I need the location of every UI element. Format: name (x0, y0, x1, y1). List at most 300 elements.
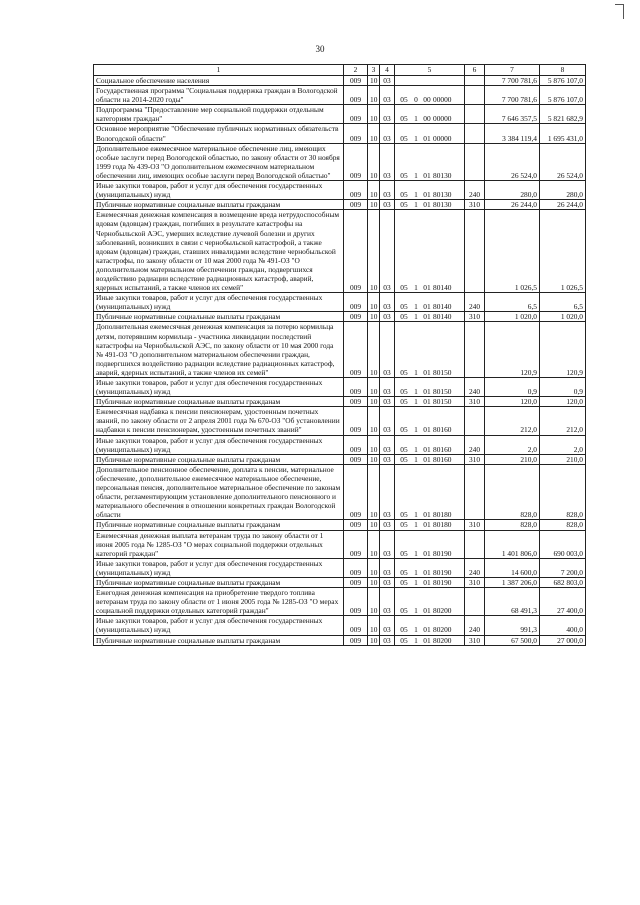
code-part: 80150 (433, 367, 452, 377)
code-part: 01 (423, 387, 431, 397)
code-part: 80190 (433, 577, 452, 587)
code-part: 1 (414, 397, 418, 407)
code-part: 00000 (433, 114, 452, 124)
cell-amount-2019: 682 803,0 (540, 577, 586, 587)
code-part: 1 (414, 520, 418, 530)
code-part: 1 (414, 133, 418, 143)
code-part: 05 (400, 114, 408, 124)
row-name: Ежемесячная надбавка к пенсии пенсионерам, удостоенным почетных званий, по закону области от 2 апреля 2001 года № 670-ОЗ "Об установлении надбавки к пенсии пенсионерам, удостоенным почетных званий" (94, 407, 344, 435)
cell-amount-2019: 828,0 (540, 520, 586, 530)
code-part: 01 (423, 200, 431, 210)
page-number: 30 (315, 44, 325, 54)
code-part: 05 (400, 367, 408, 377)
cell-ministry: 009 (344, 588, 368, 616)
cell-amount-2019: 5 876 107,0 (540, 86, 586, 105)
cell-subsection: 03 (380, 577, 395, 587)
cell-amount-2018: 1 026,5 (485, 210, 540, 293)
cell-expense-type: 240 (465, 378, 485, 397)
row-name: Публичные нормативные социальные выплаты гражданам (94, 520, 344, 530)
cell-section: 10 (368, 464, 380, 520)
table-row (94, 86, 586, 105)
code-part: 1 (414, 454, 418, 464)
cell-amount-2018: 2,0 (485, 435, 540, 454)
cell-amount-2018: 68 491,3 (485, 588, 540, 616)
cell-expense-type: 240 (465, 293, 485, 312)
cell-amount-2018: 280,0 (485, 181, 540, 200)
code-part: 00 (423, 95, 431, 105)
row-name: Дополнительное ежемесячное материальное обеспечение лиц, имеющих особые заслуги перед Вологодской областью, по закону области от 30 ноября 1999 года № 439-ОЗ "О дополнительном ежемесячном материальном обеспечении лиц, имеющих особые заслуги перед Вологодской областью" (94, 143, 344, 180)
cell-amount-2019: 7 200,0 (540, 558, 586, 577)
cell-section: 10 (368, 435, 380, 454)
cell-amount-2018: 26 524,0 (485, 143, 540, 180)
code-part: 80200 (433, 635, 452, 645)
code-part: 1 (414, 114, 418, 124)
row-name: Публичные нормативные социальные выплаты гражданам (94, 454, 344, 464)
cell-ministry: 009 (344, 312, 368, 322)
code-part: 80160 (433, 454, 452, 464)
cell-ministry: 009 (344, 407, 368, 435)
cell-subsection: 03 (380, 322, 395, 378)
row-name: Иные закупки товаров, работ и услуг для обеспечения государственных (муниципальных) нужд (94, 616, 344, 635)
code-part: 05 (400, 567, 408, 577)
cell-target-article (395, 181, 465, 200)
cell-ministry: 009 (344, 558, 368, 577)
table-row (94, 616, 586, 635)
code-part: 1 (414, 200, 418, 210)
table-row (94, 635, 586, 645)
table-row (94, 322, 586, 378)
cell-expense-type: 310 (465, 635, 485, 645)
code-part: 80130 (433, 190, 452, 200)
cell-section: 10 (368, 520, 380, 530)
table-row (94, 397, 586, 407)
cell-expense-type (465, 76, 485, 86)
cell-ministry: 009 (344, 464, 368, 520)
cell-subsection: 03 (380, 200, 395, 210)
code-part: 80150 (433, 397, 452, 407)
code-part: 05 (400, 397, 408, 407)
cell-ministry: 009 (344, 143, 368, 180)
code-part: 01 (423, 190, 431, 200)
row-name: Дополнительная ежемесячная денежная компенсация за потерю кормильца детям, потерявшим кормильца - участника ликвидации последствий катастрофы на Чернобыльской АЭС, по закону области от 10 мая 2000 года № 491-ОЗ "О дополнительном материальном обеспечении граждан, подвергшихся воздействию радиации вследствие радиационных катастроф, аварий, ядерных испытаний, а также членов их семей" (94, 322, 344, 378)
code-part: 01 (423, 444, 431, 454)
code-part: 05 (400, 95, 408, 105)
cell-subsection: 03 (380, 293, 395, 312)
cell-expense-type (465, 407, 485, 435)
column-header: 3 (368, 65, 380, 76)
code-part: 01 (423, 133, 431, 143)
cell-subsection: 03 (380, 454, 395, 464)
cell-expense-type (465, 86, 485, 105)
code-part: 05 (400, 190, 408, 200)
code-part: 1 (414, 312, 418, 322)
cell-target-article (395, 530, 465, 558)
cell-amount-2018: 212,0 (485, 407, 540, 435)
cell-amount-2019: 5 876 107,0 (540, 76, 586, 86)
column-header: 8 (540, 65, 586, 76)
column-header: 2 (344, 65, 368, 76)
cell-section: 10 (368, 210, 380, 293)
table-row (94, 530, 586, 558)
cell-section: 10 (368, 76, 380, 86)
cell-amount-2019: 210,0 (540, 454, 586, 464)
cell-ministry: 009 (344, 293, 368, 312)
cell-subsection: 03 (380, 616, 395, 635)
table-row (94, 76, 586, 86)
row-name: Подпрограмма "Предоставление мер социальной поддержки отдельным категориям граждан" (94, 105, 344, 124)
code-part: 1 (414, 606, 418, 616)
cell-target-article (395, 407, 465, 435)
code-part: 01 (423, 635, 431, 645)
code-part: 80200 (433, 625, 452, 635)
code-part: 1 (414, 367, 418, 377)
cell-section: 10 (368, 124, 380, 143)
code-part: 01 (423, 425, 431, 435)
cell-subsection: 03 (380, 397, 395, 407)
code-part: 05 (400, 302, 408, 312)
code-part: 1 (414, 510, 418, 520)
cell-expense-type (465, 105, 485, 124)
cell-subsection: 03 (380, 312, 395, 322)
cell-ministry: 009 (344, 124, 368, 143)
cell-subsection: 03 (380, 558, 395, 577)
cell-target-article (395, 105, 465, 124)
code-part: 05 (400, 625, 408, 635)
binding-mark (615, 4, 624, 19)
cell-section: 10 (368, 577, 380, 587)
cell-section: 10 (368, 407, 380, 435)
cell-ministry: 009 (344, 76, 368, 86)
cell-amount-2018: 1 020,0 (485, 312, 540, 322)
code-part: 1 (414, 567, 418, 577)
cell-amount-2018: 6,5 (485, 293, 540, 312)
cell-expense-type (465, 322, 485, 378)
table-row (94, 200, 586, 210)
cell-target-article (395, 293, 465, 312)
code-part: 80180 (433, 510, 452, 520)
column-header: 4 (380, 65, 395, 76)
cell-section: 10 (368, 530, 380, 558)
cell-amount-2019: 828,0 (540, 464, 586, 520)
cell-target-article (395, 86, 465, 105)
cell-target-article (395, 635, 465, 645)
code-part: 05 (400, 606, 408, 616)
cell-expense-type (465, 530, 485, 558)
code-part: 01 (423, 397, 431, 407)
cell-amount-2018: 828,0 (485, 520, 540, 530)
row-name: Ежемесячная денежная компенсация в возмещение вреда нетрудоспособным вдовам (вдовцам) граждан, погибших в результате катастрофы на Чернобыльской АЭС, умерших вследствие лучевой болезни и других заболеваний, возникших в связи с чернобыльской катастрофой, а также вдовам (вдовцам) граждан, ставших инвалидами вследствие чернобыльской катастрофы, по закону области от 10 мая 2000 года № 491-ОЗ "О дополнительном материальном обеспечении граждан, подвергшихся воздействию радиации вследствие радиационных катастроф, аварий, ядерных испытаний, а также членов их семей" (94, 210, 344, 293)
code-part: 1 (414, 577, 418, 587)
cell-amount-2018: 7 700 781,6 (485, 86, 540, 105)
cell-expense-type (465, 464, 485, 520)
table-row (94, 105, 586, 124)
code-part: 05 (400, 312, 408, 322)
code-part: 1 (414, 635, 418, 645)
cell-expense-type (465, 124, 485, 143)
row-name: Государственная программа "Социальная поддержка граждан в Вологодской области на 2014-2020 годы" (94, 86, 344, 105)
column-header: 5 (395, 65, 465, 76)
code-part: 05 (400, 510, 408, 520)
cell-ministry: 009 (344, 105, 368, 124)
cell-section: 10 (368, 312, 380, 322)
cell-subsection: 03 (380, 530, 395, 558)
cell-ministry: 009 (344, 200, 368, 210)
code-part: 05 (400, 548, 408, 558)
cell-section: 10 (368, 86, 380, 105)
code-part: 01 (423, 170, 431, 180)
cell-amount-2018: 120,0 (485, 397, 540, 407)
code-part: 80130 (433, 200, 452, 210)
code-part: 1 (414, 444, 418, 454)
cell-expense-type: 310 (465, 312, 485, 322)
table-row (94, 407, 586, 435)
code-part: 80190 (433, 567, 452, 577)
cell-amount-2019: 120,9 (540, 322, 586, 378)
code-part: 00 (423, 114, 431, 124)
code-part: 01 (423, 567, 431, 577)
cell-expense-type: 240 (465, 616, 485, 635)
cell-subsection: 03 (380, 105, 395, 124)
cell-expense-type: 310 (465, 520, 485, 530)
table-row (94, 293, 586, 312)
cell-amount-2018: 26 244,0 (485, 200, 540, 210)
cell-target-article (395, 124, 465, 143)
cell-subsection: 03 (380, 86, 395, 105)
cell-expense-type (465, 210, 485, 293)
code-part: 05 (400, 577, 408, 587)
cell-ministry: 009 (344, 435, 368, 454)
code-part: 01 (423, 625, 431, 635)
row-name: Социальное обеспечение населения (94, 76, 344, 86)
cell-section: 10 (368, 105, 380, 124)
cell-section: 10 (368, 588, 380, 616)
cell-amount-2019: 1 020,0 (540, 312, 586, 322)
code-part: 01 (423, 283, 431, 293)
cell-ministry: 009 (344, 210, 368, 293)
column-header: 6 (465, 65, 485, 76)
code-part: 05 (400, 170, 408, 180)
cell-target-article (395, 558, 465, 577)
code-part: 05 (400, 520, 408, 530)
code-part: 05 (400, 454, 408, 464)
cell-target-article (395, 577, 465, 587)
cell-target-article (395, 200, 465, 210)
cell-expense-type: 310 (465, 397, 485, 407)
cell-amount-2018: 1 387 206,0 (485, 577, 540, 587)
cell-expense-type (465, 588, 485, 616)
code-part: 05 (400, 283, 408, 293)
code-part: 01 (423, 454, 431, 464)
cell-amount-2018: 7 646 357,5 (485, 105, 540, 124)
row-name: Дополнительное пенсионное обеспечение, доплата к пенсии, материальное обеспечение, дополнительное ежемесячное материальное обеспечение, персональная пенсия, дополнительное материальное обеспечение по законам области, регламентирующим установление дополнительного пенсионного и материального обеспечения в отношении конкретных граждан Вологодской области (94, 464, 344, 520)
cell-expense-type: 240 (465, 435, 485, 454)
code-part: 01 (423, 510, 431, 520)
code-part: 00000 (433, 95, 452, 105)
table-row (94, 464, 586, 520)
cell-ministry: 009 (344, 181, 368, 200)
cell-ministry: 009 (344, 635, 368, 645)
cell-amount-2019: 6,5 (540, 293, 586, 312)
code-part: 80180 (433, 520, 452, 530)
cell-target-article (395, 464, 465, 520)
code-part: 05 (400, 200, 408, 210)
code-part: 80160 (433, 444, 452, 454)
row-name: Ежемесячная денежная выплата ветеранам труда по закону области от 1 июня 2005 года № 1285-ОЗ "О мерах социальной поддержки отдельных категорий граждан" (94, 530, 344, 558)
code-part: 1 (414, 548, 418, 558)
table-row (94, 378, 586, 397)
cell-amount-2019: 0,9 (540, 378, 586, 397)
cell-section: 10 (368, 616, 380, 635)
cell-section: 10 (368, 454, 380, 464)
table-row (94, 577, 586, 587)
cell-section: 10 (368, 200, 380, 210)
cell-expense-type: 240 (465, 558, 485, 577)
code-part: 01 (423, 606, 431, 616)
cell-ministry: 009 (344, 454, 368, 464)
cell-target-article (395, 143, 465, 180)
table-row (94, 520, 586, 530)
cell-subsection: 03 (380, 588, 395, 616)
code-part: 1 (414, 387, 418, 397)
cell-section: 10 (368, 143, 380, 180)
table-row (94, 312, 586, 322)
cell-target-article (395, 312, 465, 322)
cell-target-article (395, 588, 465, 616)
cell-expense-type (465, 143, 485, 180)
cell-subsection: 03 (380, 378, 395, 397)
code-part: 05 (400, 425, 408, 435)
table-row (94, 210, 586, 293)
code-part: 01 (423, 312, 431, 322)
cell-amount-2018: 1 401 806,0 (485, 530, 540, 558)
cell-amount-2019: 27 000,0 (540, 635, 586, 645)
cell-section: 10 (368, 322, 380, 378)
table-row (94, 558, 586, 577)
column-header: 1 (94, 65, 344, 76)
table-row (94, 588, 586, 616)
cell-section: 10 (368, 558, 380, 577)
code-part: 1 (414, 283, 418, 293)
cell-amount-2019: 400,0 (540, 616, 586, 635)
cell-ministry: 009 (344, 397, 368, 407)
cell-target-article (395, 435, 465, 454)
column-header: 7 (485, 65, 540, 76)
cell-ministry: 009 (344, 378, 368, 397)
cell-amount-2019: 2,0 (540, 435, 586, 454)
code-part: 80140 (433, 302, 452, 312)
cell-expense-type: 310 (465, 200, 485, 210)
row-name: Иные закупки товаров, работ и услуг для обеспечения государственных (муниципальных) нужд (94, 435, 344, 454)
cell-subsection: 03 (380, 181, 395, 200)
code-part: 01 (423, 548, 431, 558)
header-row (94, 65, 586, 76)
cell-amount-2019: 120,0 (540, 397, 586, 407)
cell-target-article (395, 454, 465, 464)
code-part: 01 (423, 367, 431, 377)
code-part: 01 (423, 302, 431, 312)
cell-subsection: 03 (380, 124, 395, 143)
cell-subsection: 03 (380, 407, 395, 435)
code-part: 05 (400, 444, 408, 454)
table-row (94, 143, 586, 180)
table-row (94, 454, 586, 464)
cell-amount-2019: 1 695 431,0 (540, 124, 586, 143)
cell-target-article (395, 397, 465, 407)
row-name: Иные закупки товаров, работ и услуг для обеспечения государственных (муниципальных) нужд (94, 378, 344, 397)
row-name: Публичные нормативные социальные выплаты гражданам (94, 200, 344, 210)
cell-ministry: 009 (344, 322, 368, 378)
code-part: 1 (414, 425, 418, 435)
cell-subsection: 03 (380, 464, 395, 520)
cell-expense-type: 310 (465, 454, 485, 464)
code-part: 80160 (433, 425, 452, 435)
cell-amount-2018: 210,0 (485, 454, 540, 464)
cell-section: 10 (368, 378, 380, 397)
cell-amount-2018: 67 500,0 (485, 635, 540, 645)
cell-amount-2018: 991,3 (485, 616, 540, 635)
cell-ministry: 009 (344, 530, 368, 558)
row-name: Публичные нормативные социальные выплаты гражданам (94, 312, 344, 322)
code-part: 80130 (433, 170, 452, 180)
cell-target-article (395, 76, 465, 86)
cell-amount-2018: 7 700 781,6 (485, 76, 540, 86)
table-row (94, 181, 586, 200)
code-part: 80150 (433, 387, 452, 397)
cell-ministry: 009 (344, 577, 368, 587)
cell-target-article (395, 616, 465, 635)
budget-table (93, 64, 586, 646)
cell-amount-2018: 0,9 (485, 378, 540, 397)
code-part: 01 (423, 577, 431, 587)
cell-section: 10 (368, 397, 380, 407)
cell-amount-2019: 280,0 (540, 181, 586, 200)
row-name: Иные закупки товаров, работ и услуг для обеспечения государственных (муниципальных) нужд (94, 558, 344, 577)
cell-section: 10 (368, 293, 380, 312)
row-name: Иные закупки товаров, работ и услуг для обеспечения государственных (муниципальных) нужд (94, 181, 344, 200)
table-row (94, 435, 586, 454)
cell-section: 10 (368, 181, 380, 200)
cell-ministry: 009 (344, 520, 368, 530)
cell-ministry: 009 (344, 86, 368, 105)
code-part: 1 (414, 170, 418, 180)
row-name: Основное мероприятие "Обеспечение публичных нормативных обязательств Вологодской области" (94, 124, 344, 143)
code-part: 1 (414, 302, 418, 312)
row-name: Публичные нормативные социальные выплаты гражданам (94, 577, 344, 587)
cell-amount-2019: 5 821 682,9 (540, 105, 586, 124)
cell-subsection: 03 (380, 210, 395, 293)
cell-subsection: 03 (380, 635, 395, 645)
cell-expense-type: 310 (465, 577, 485, 587)
cell-target-article (395, 378, 465, 397)
cell-target-article (395, 210, 465, 293)
code-part: 05 (400, 387, 408, 397)
cell-amount-2019: 212,0 (540, 407, 586, 435)
cell-section: 10 (368, 635, 380, 645)
cell-amount-2019: 27 400,0 (540, 588, 586, 616)
table-row (94, 124, 586, 143)
code-part: 80140 (433, 283, 452, 293)
cell-amount-2018: 14 600,0 (485, 558, 540, 577)
cell-subsection: 03 (380, 520, 395, 530)
row-name: Ежегодная денежная компенсация на приобретение твердого топлива ветеранам труда по закону области от 1 июня 2005 года № 1285-ОЗ "О мерах социальной поддержки отдельных категорий граждан" (94, 588, 344, 616)
cell-amount-2019: 1 026,5 (540, 210, 586, 293)
row-name: Публичные нормативные социальные выплаты гражданам (94, 397, 344, 407)
cell-amount-2018: 120,9 (485, 322, 540, 378)
code-part: 01 (423, 520, 431, 530)
code-part: 80200 (433, 606, 452, 616)
cell-target-article (395, 520, 465, 530)
code-part: 80190 (433, 548, 452, 558)
